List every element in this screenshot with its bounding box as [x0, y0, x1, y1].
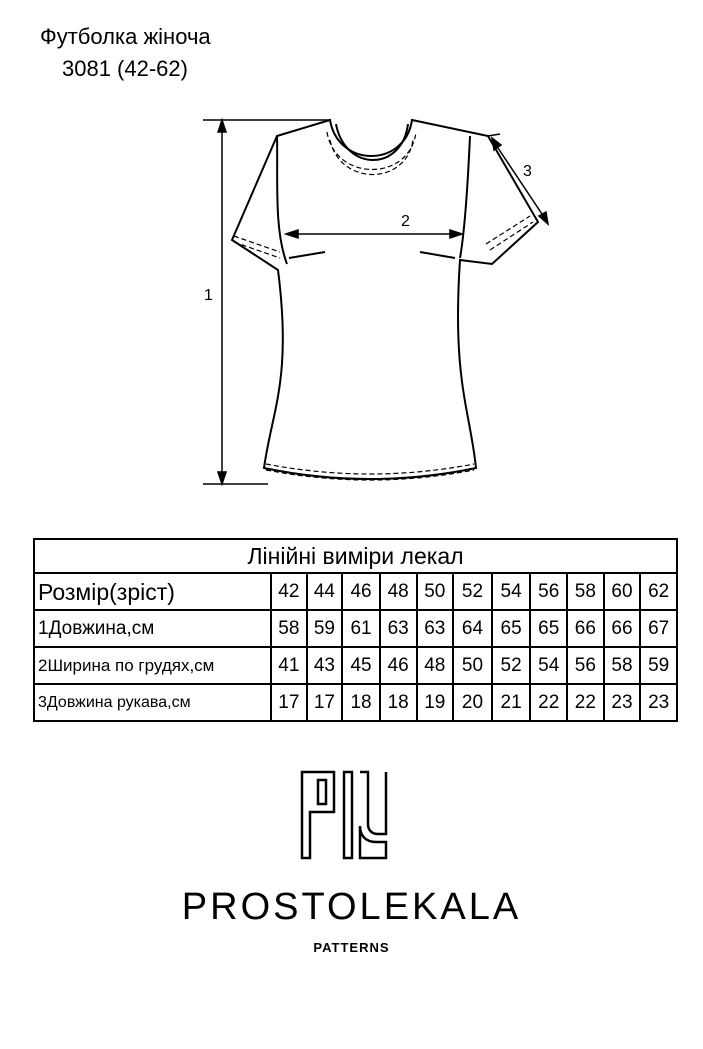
- size-measurement-table: [33, 538, 678, 722]
- value-cell: 66: [604, 610, 641, 647]
- value-cell: 43: [307, 647, 343, 684]
- value-cell: 56: [567, 647, 604, 684]
- value-cell: 58: [271, 610, 307, 647]
- value-cell: 66: [567, 610, 604, 647]
- value-cell: 65: [530, 610, 567, 647]
- product-title: Футболка жіноча: [40, 24, 211, 49]
- value-cell: 46: [380, 647, 417, 684]
- sleeve-hem-stitch-right: [486, 216, 530, 244]
- size-cell: 62: [640, 573, 677, 610]
- value-cell: 19: [417, 684, 454, 721]
- table-caption: Лінійні виміри лекал: [34, 539, 677, 573]
- dimension-2-label: 2: [401, 213, 410, 230]
- neckband: [336, 124, 408, 160]
- value-cell: 18: [380, 684, 417, 721]
- table-row-length: [34, 610, 677, 647]
- sleeve-dimension-line: [494, 142, 546, 220]
- brand-tagline: PATTERNS: [313, 940, 390, 955]
- size-cell: 60: [604, 573, 641, 610]
- model-number: 3081 (42-62): [62, 56, 188, 81]
- armhole-seam-left: [277, 136, 287, 264]
- value-cell: 50: [453, 647, 492, 684]
- value-cell: 59: [307, 610, 343, 647]
- value-cell: 61: [342, 610, 380, 647]
- size-cell: 48: [380, 573, 417, 610]
- table-row-chest-width: [34, 647, 677, 684]
- value-cell: 64: [453, 610, 492, 647]
- value-cell: 45: [342, 647, 380, 684]
- size-cell: 58: [567, 573, 604, 610]
- value-cell: 21: [492, 684, 531, 721]
- value-cell: 22: [530, 684, 567, 721]
- value-cell: 23: [604, 684, 641, 721]
- bottom-hem-stitch: [266, 464, 474, 474]
- value-cell: 17: [271, 684, 307, 721]
- value-cell: 65: [492, 610, 531, 647]
- size-cell: 54: [492, 573, 531, 610]
- brand-logo-icon: [300, 770, 388, 860]
- size-cell: 50: [417, 573, 454, 610]
- value-cell: 22: [567, 684, 604, 721]
- value-cell: 23: [640, 684, 677, 721]
- value-cell: 67: [640, 610, 677, 647]
- size-cell: 56: [530, 573, 567, 610]
- value-cell: 63: [417, 610, 454, 647]
- size-cell: 46: [342, 573, 380, 610]
- brand-name: PROSTOLEKALA: [181, 886, 522, 928]
- size-header-label: Розмір(зріст): [34, 573, 271, 610]
- value-cell: 52: [492, 647, 531, 684]
- row-label-sleeve-length: 3Довжина рукава,см: [34, 684, 271, 721]
- size-cell: 52: [453, 573, 492, 610]
- size-cell: 44: [307, 573, 343, 610]
- row-label-length: 1Довжина,см: [34, 610, 271, 647]
- bust-dart-left: [289, 252, 325, 258]
- value-cell: 41: [271, 647, 307, 684]
- value-cell: 54: [530, 647, 567, 684]
- armhole-seam-right: [460, 136, 470, 258]
- bust-dart-right: [420, 252, 455, 258]
- value-cell: 20: [453, 684, 492, 721]
- value-cell: 59: [640, 647, 677, 684]
- size-cell: 42: [271, 573, 307, 610]
- value-cell: 18: [342, 684, 380, 721]
- dimension-1-label: 1: [204, 287, 213, 304]
- dimension-3-label: 3: [523, 163, 532, 180]
- tshirt-technical-drawing: [0, 0, 703, 520]
- value-cell: 63: [380, 610, 417, 647]
- table-row-sizes: [34, 573, 677, 610]
- value-cell: 58: [604, 647, 641, 684]
- row-label-chest-width: 2Ширина по грудях,см: [34, 647, 271, 684]
- table-row-sleeve-length: [34, 684, 677, 721]
- value-cell: 48: [417, 647, 454, 684]
- value-cell: 17: [307, 684, 343, 721]
